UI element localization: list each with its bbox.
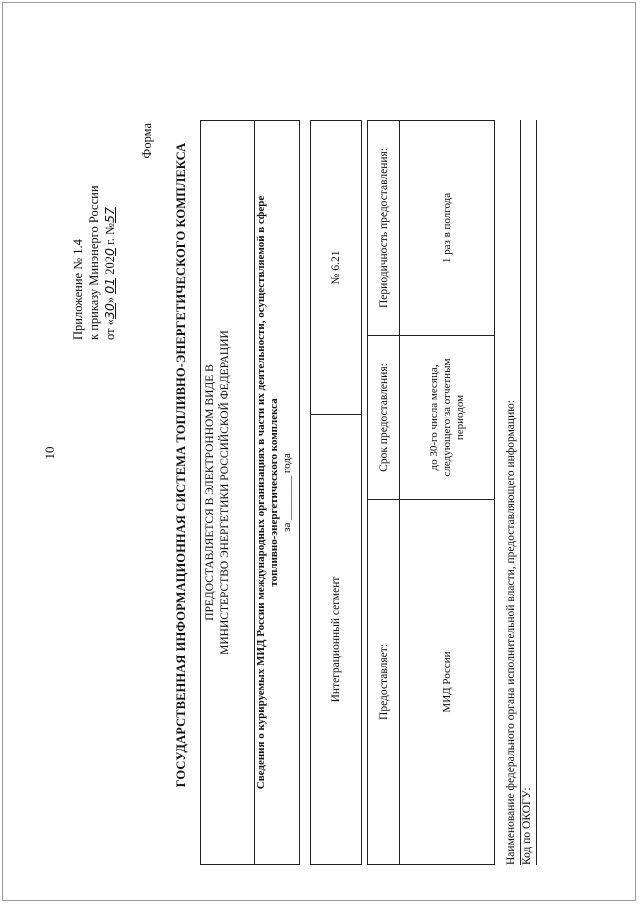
table-cell-provider: МИД России	[400, 499, 494, 864]
segment-code: № 6.21	[330, 250, 342, 285]
appendix-line-2: к приказу Минэнерго России	[87, 185, 101, 340]
appendix-line-3	[102, 120, 118, 340]
report-period-blank: ________	[281, 475, 293, 520]
appendix-year-digit: 0	[102, 248, 117, 256]
report-title-line-2: топливно-энергетического комплекса	[268, 398, 280, 587]
appendix-line-1: Приложение № 1.4	[71, 239, 85, 340]
table-header-deadline: Срок предоставления:	[368, 335, 400, 499]
submission-header	[201, 121, 255, 864]
form-label: Форма	[140, 123, 154, 159]
submission-line-2: МИНИСТЕРСТВО ЭНЕРГЕТИКИ РОССИЙСКОЙ ФЕДЕРАЦИИ	[219, 330, 231, 655]
table-header-provider: Предоставляет:	[368, 499, 400, 864]
submission-table	[367, 120, 495, 865]
appendix-order-number: 57	[102, 207, 117, 224]
page-number: 10	[42, 446, 57, 460]
report-period	[281, 121, 294, 864]
report-title-line-1: Сведения о курируемых МИД России международных организациях в части их деятельности, осуществляемой в сфере	[255, 195, 267, 790]
footer-rule-top	[520, 120, 521, 865]
appendix-date-mid2: 202	[103, 256, 117, 278]
segment-label: Интеграционный сегмент	[311, 414, 361, 864]
footer-agency-label: Наименование федерального органа исполнительной власти, предоставляющего информацию:	[505, 399, 517, 865]
report-title-block	[255, 121, 294, 864]
submission-line-1: ПРЕДОСТАВЛЯЕТСЯ В ЭЛЕКТРОННОМ ВИДЕ В	[204, 364, 216, 621]
main-title: ГОСУДАРСТВЕННАЯ ИНФОРМАЦИОННАЯ СИСТЕМА ТОПЛИВНО-ЭНЕРГЕТИЧЕСКОГО КОМПЛЕКСА	[174, 142, 188, 788]
table-cell-deadline	[400, 335, 494, 499]
appendix-block	[70, 120, 118, 340]
deadline-text: до 30-го числа месяца, следующего за отчетным периодом	[427, 358, 466, 477]
appendix-day: 30	[102, 303, 117, 320]
footer-okogu-label: Код по ОКОГУ:	[521, 787, 533, 865]
submission-box	[200, 120, 300, 865]
table-header-frequency: Периодичность предоставления:	[368, 121, 400, 335]
report-period-prefix: за	[281, 522, 293, 532]
appendix-date-mid1: »	[103, 293, 117, 304]
segment-box	[310, 120, 362, 865]
report-period-suffix: года	[281, 453, 293, 474]
footer-rule-bottom	[536, 120, 537, 865]
appendix-month: 01	[102, 277, 117, 294]
appendix-date-mid3: г. №	[103, 223, 117, 249]
table-cell-frequency: 1 раз в полгода	[440, 192, 453, 264]
appendix-date-prefix: от «	[103, 319, 117, 340]
